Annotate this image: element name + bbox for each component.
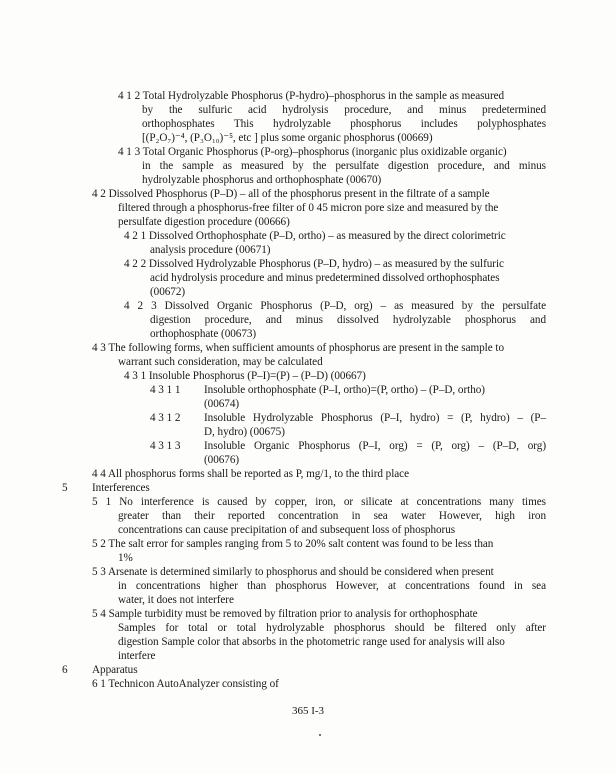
text-line: filtered through a phosphorus-free filter of 0 45 micron pore size and measured by the [118, 202, 499, 214]
text-line: 4 2 2 Dissolved Hydrolyzable Phosphorus (P–D, hydro) – as measured by the sulfuric [124, 258, 504, 270]
text-line: in the sample as measured by the persulfate digestion procedure, and minus [142, 160, 546, 172]
text-line: Insoluble Organic Phosphorus (P–I, org) = (P, org) – (P–D, org) [204, 440, 546, 452]
text-line: interfere [118, 650, 156, 662]
scan-speck [319, 734, 321, 736]
text-line: 4 3 The following forms, when sufficient amounts of phosphorus are present in the sample to [92, 342, 505, 354]
text-line: 5 2 The salt error for samples ranging from 5 to 20% salt content was found to be less than [92, 538, 494, 550]
section-heading: Interferences [92, 482, 150, 494]
text-line: warrant such consideration, may be calculated [118, 356, 323, 368]
text-line: (00674) [204, 398, 240, 410]
text-line: greater than their reported concentration in sea water However, high iron [118, 510, 546, 522]
text-line: (00672) [150, 286, 186, 298]
text-line: 4 2 3 Dissolved Organic Phosphorus (P–D, org) – as measured by the persulfate [124, 300, 546, 312]
section-heading: Apparatus [92, 664, 138, 676]
text-line: Samples for total or total hydrolyzable phosphorus should be filtered only after [118, 622, 546, 634]
page-footer: 365 I-3 [291, 705, 325, 717]
text-line: 4 3 1 2 [150, 412, 181, 424]
text-line: by the sulfuric acid hydrolysis procedure, and minus predetermined [142, 104, 546, 116]
text-line: (00676) [204, 454, 240, 466]
section-number: 5 [62, 482, 68, 494]
text-line: 4 1 2 Total Hydrolyzable Phosphorus (P-hydro)–phosphorus in the sample as measured [118, 90, 505, 102]
text-line: hydrolyzable phosphorus and orthophosphate (00670) [142, 174, 382, 186]
text-line: 5 3 Arsenate is determined similarly to phosphorus and should be considered when present [92, 566, 494, 578]
text-line: orthophosphate (00673) [150, 328, 257, 340]
text-line: in concentrations higher than phosphorus However, at concentrations found in sea [118, 580, 546, 592]
text-line: 5 1 No interference is caused by copper, iron, or silicate at concentrations many times [92, 496, 546, 508]
text-line: 6 1 Technicon AutoAnalyzer consisting of [92, 678, 279, 690]
text-line: D, hydro) (00675) [204, 426, 285, 438]
text-line: 5 4 Sample turbidity must be removed by filtration prior to analysis for orthophosphate [92, 608, 478, 620]
text-line: acid hydrolysis procedure and minus predetermined dissolved orthophosphates [150, 272, 500, 284]
text-line: analysis procedure (00671) [150, 244, 271, 256]
section-number: 6 [62, 664, 68, 676]
text-line: orthophosphates This hydrolyzable phosphorus includes polyphosphates [142, 118, 546, 130]
text-line: [(P₂O₇)⁻⁴, (P₃O₁₀)⁻⁵, etc ] plus some organic phosphorus (00669) [142, 132, 433, 144]
text-line: persulfate digestion procedure (00666) [118, 216, 290, 228]
text-line: digestion procedure, and minus dissolved hydrolyzable phosphorus and [150, 314, 546, 326]
text-line: 4 2 1 Dissolved Orthophosphate (P–D, ortho) – as measured by the direct colorimetric [124, 230, 506, 242]
text-line: 4 3 1 1 [150, 384, 181, 396]
text-line: 4 2 Dissolved Phosphorus (P–D) – all of the phosphorus present in the filtrate of a sample [92, 188, 490, 200]
text-line: digestion Sample color that absorbs in the photometric range used for analysis will also [118, 636, 505, 648]
text-line: 4 4 All phosphorus forms shall be reported as P, mg/1, to the third place [92, 468, 410, 480]
text-line: water, it does not interfere [118, 594, 234, 606]
text-line: 4 3 1 3 [150, 440, 181, 452]
text-line: Insoluble orthophosphate (P–I, ortho)=(P, ortho) – (P–D, ortho) [204, 384, 485, 396]
text-line: 4 1 3 Total Organic Phosphorus (P-org)–phosphorus (inorganic plus oxidizable organic) [118, 146, 507, 158]
text-line: Insoluble Hydrolyzable Phosphorus (P–I, hydro) = (P, hydro) – (P– [204, 412, 546, 424]
text-line: 4 3 1 Insoluble Phosphorus (P–I)=(P) – (P–D) (00667) [124, 370, 366, 382]
text-line: concentrations can cause precipitation of and subsequent loss of phosphorus [118, 524, 456, 536]
text-line: 1% [118, 552, 133, 564]
